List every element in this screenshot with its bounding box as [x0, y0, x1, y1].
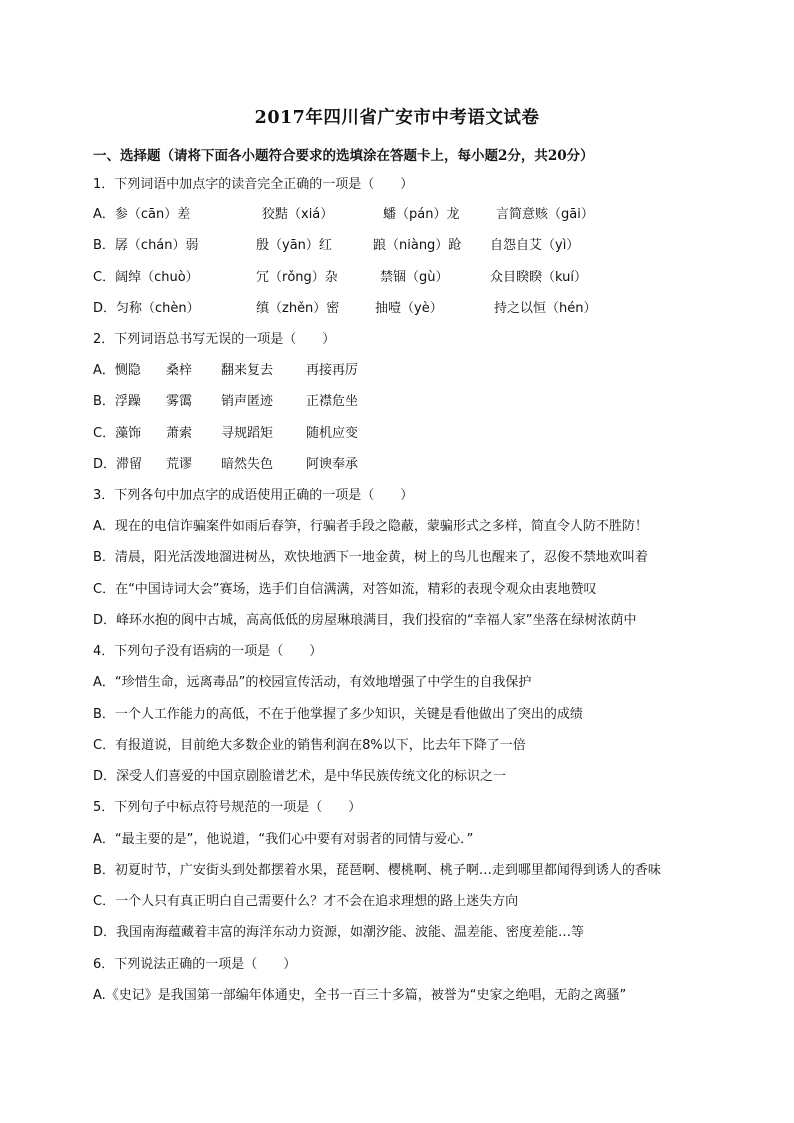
q1-option-a-word2: 狡黠（xiá）	[262, 207, 334, 222]
q2-option-c-word4: 随机应变	[306, 426, 359, 441]
q1-option-b-word2: 殷（yān）红	[256, 238, 332, 253]
q2-option-b-word4: 正襟危坐	[306, 394, 359, 409]
q1-option-c-word2: 冗（rǒng）杂	[256, 270, 338, 285]
q2-option-a-word2: 桑梓	[166, 363, 193, 378]
q2-stem: 2．下列词语总书写无误的一项是（ ）	[93, 332, 336, 347]
q4-option-b: B．一个人工作能力的高低，不在于他掌握了多少知识，关键是看他做出了突出的成绩	[93, 707, 583, 722]
q2-option-c-word2: 萧索	[166, 426, 193, 441]
section-heading: 一、选择题（请将下面各小题符合要求的选填涂在答题卡上，每小题2分，共20分）	[93, 148, 594, 164]
q3-option-d: D．峰环水抱的阆中古城，高高低低的房屋琳琅满目，我们投宿的“幸福人家”坐落在绿树浓荫中	[93, 613, 637, 628]
q2-option-a-word3: 翻来复去	[221, 363, 274, 378]
q6-option-a: A.《史记》是我国第一部编年体通史，全书一百三十多篇，被誉为“史家之绝唱，无韵之离骚”	[93, 988, 627, 1003]
q2-option-b-word2: 雾霭	[166, 394, 193, 409]
q1-option-b-word1: B．孱（chán）弱	[93, 238, 199, 253]
q1-option-d-word2: 缜（zhěn）密	[256, 301, 340, 316]
q2-option-d-word1: D．滞留	[93, 457, 143, 472]
q5-option-b: B．初夏时节，广安街头到处都摆着水果，琵琶啊、樱桃啊、桃子啊…走到哪里都闻得到诱人的香味	[93, 863, 661, 878]
q1-stem: 1．下列词语中加点字的读音完全正确的一项是（ ）	[93, 177, 414, 192]
q1-option-d-word1: D．匀称（chèn）	[93, 301, 200, 316]
q3-option-b: B．清晨，阳光活泼地溜进树丛，欢快地洒下一地金黄，树上的鸟儿也醒来了，忍俊不禁地欢叫着	[93, 550, 648, 565]
q1-option-c-word1: C．阔绰（chuò）	[93, 270, 199, 285]
q1-option-b-word4: 自怨自艾（yì）	[490, 238, 580, 253]
q2-option-b-word3: 销声匿迹	[221, 394, 274, 409]
q1-option-a-word1: A．参（cān）差	[93, 207, 191, 222]
q6-stem: 6．下列说法正确的一项是（ ）	[93, 957, 297, 972]
q4-option-c: C．有报道说，目前绝大多数企业的销售利润在8%以下，比去年下降了一倍	[93, 738, 526, 753]
q1-option-b-word3: 踉（niàng）跄	[373, 238, 462, 253]
q2-option-c-word1: C．藻饰	[93, 426, 142, 441]
q1-option-c-word3: 禁锢（gù）	[380, 270, 449, 285]
q2-option-a-word1: A．恻隐	[93, 363, 141, 378]
q3-stem: 3．下列各句中加点字的成语使用正确的一项是（ ）	[93, 488, 414, 503]
q3-option-a: A．现在的电信诈骗案件如雨后春笋，行骗者手段之隐蔽，蒙骗形式之多样，简直令人防不胜防！	[93, 519, 648, 534]
q2-option-c-word3: 寻规蹈矩	[221, 426, 274, 441]
q1-option-d-word3: 抽噎（yè）	[375, 301, 443, 316]
q4-option-a: A．“珍惜生命，远离毒品”的校园宣传活动，有效地增强了中学生的自我保护	[93, 675, 532, 690]
q5-option-d: D．我国南海蕴藏着丰富的海洋东动力资源，如潮汐能、波能、温差能、密度差能…等	[93, 925, 585, 940]
q2-option-d-word4: 阿谀奉承	[306, 457, 359, 472]
q2-option-a-word4: 再接再厉	[306, 363, 359, 378]
q3-option-c: C．在“中国诗词大会”赛场，选手们自信满满，对答如流，精彩的表现令观众由衷地赞叹	[93, 582, 597, 597]
q5-option-a: A．“最主要的是”，他说道，“我们心中要有对弱者的同情与爱心．”	[93, 832, 474, 847]
page-title: 2017年四川省广安市中考语文试卷	[254, 108, 540, 128]
q2-option-d-word3: 暗然失色	[221, 457, 274, 472]
q1-option-d-word4: 持之以恒（hén）	[494, 301, 597, 316]
q1-option-a-word3: 蟠（pán）龙	[383, 207, 460, 222]
q1-option-c-word4: 众目睽睽（kuí）	[490, 270, 587, 285]
q1-option-a-word4: 言简意赅（gāi）	[496, 207, 594, 222]
q4-option-d: D．深受人们喜爱的中国京剧脸谱艺术，是中华民族传统文化的标识之一	[93, 769, 507, 784]
q4-stem: 4．下列句子没有语病的一项是（ ）	[93, 644, 323, 659]
q2-option-b-word1: B．浮躁	[93, 394, 141, 409]
q2-option-d-word2: 荒谬	[166, 457, 193, 472]
q5-option-c: C．一个人只有真正明白自己需要什么？才不会在追求理想的路上迷失方向	[93, 894, 519, 909]
q5-stem: 5．下列句子中标点符号规范的一项是（ ）	[93, 800, 362, 815]
